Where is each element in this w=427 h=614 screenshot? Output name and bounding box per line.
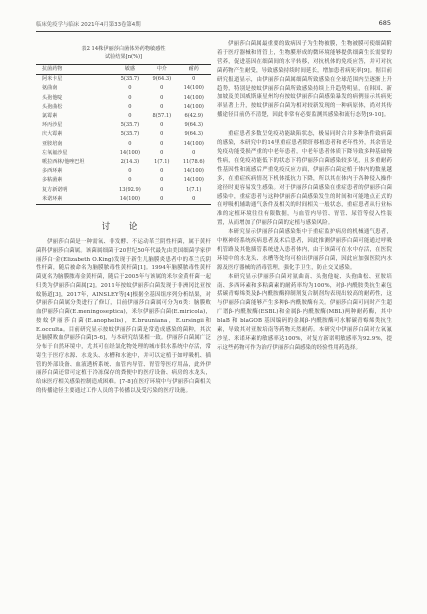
cell-drug: 阿米卡星 xyxy=(42,76,63,83)
cell-resistant: 14(100) xyxy=(183,177,204,184)
cell-drug: 环丙沙星 xyxy=(42,122,63,129)
body-paragraph: 重症患者多数呈免疫功能缺陷状态，极易同时合并多种条件致病菌的感染，本研究中的14里重症患者除肝移植患者和老年性外，其余皆是免疫功能受损严重的中老年患者，中老年患者体质下降导致多种基础慢性病，在免疫功能低下的状态下将伊丽莎白菌感染较多见，且多重耐药性基因性和流感后严重免疫反应方面，伊丽莎白菌定植于体内的数量越多，在重症疾病情况下机体抵抗力下降，所以其在体内于各种侵入操作途径时更容易发生感染。对于伊丽莎白菌感染在重症患者的伊丽莎白菌感染中，重症患者与这种伊丽莎白菌感染发生的时间和可能地点正式的在呼吸机辅助通气条件及相关的时间相关一般状态，重症患者从行业标准的定植环境往往有限数据，与血管内导管、胃管、尿管等侵入性装置，从而增加了伊丽莎白菌的定植与感染风险。 xyxy=(217,131,392,227)
cell-drug: 多西环素 xyxy=(42,168,63,175)
cell-drug: 左氧氟沙星 xyxy=(42,149,68,156)
cell-resistant: 0 xyxy=(192,195,196,202)
running-head: 临床免疫学与临床 2021年4月第33卷第4期 xyxy=(36,22,141,28)
cell-drug: 米诺环素 xyxy=(42,195,63,202)
cell-intermediate: 0 xyxy=(160,94,164,101)
body-paragraph: 本研究显示伊丽莎白菌对氨曲南、头孢他啶、头孢曲松、亚胺培南、多西环素和多粘菌素的耐药率均为100%，对β-内酰胺类抗生素包括碳青霉烯类及β-内酰胺酶抑制剂复合制剂均表现出较高的耐药性，这与伊丽莎白菌能够产生多种β-内酰胺酶有关。伊丽莎白菌可同时产生超广谱β-内酰胺酶(ESBL)和金属β-内酰胺酶(MBL)两种耐药酶，其中 blaB 和 blaGOB 基因编码的金属β-内酰胺酶可水解碳青霉烯类抗生素，导致其对亚胺培南等药物天然耐药。本研究中伊丽莎白菌对左氧氟沙星、米诺环素的敏感率达100%，对复方新诺明敏感率为92.9%，提示这些药物可作为治疗伊丽莎白菌感染的经验性用药选择。 xyxy=(217,273,392,351)
right-column xyxy=(217,40,392,353)
col-header-sensitive: 敏感 xyxy=(124,66,135,72)
left-column xyxy=(36,40,211,396)
cell-resistant: 9(64.3) xyxy=(184,131,204,138)
cell-resistant: 14(100) xyxy=(183,168,204,175)
cell-drug: 头孢他啶 xyxy=(42,94,63,101)
table-row xyxy=(36,167,211,176)
header-rule xyxy=(36,31,391,32)
cell-drug: 氨曲南 xyxy=(42,85,58,92)
cell-intermediate: 9(64.3) xyxy=(152,76,172,83)
table-row xyxy=(36,75,211,85)
table-row xyxy=(36,149,211,158)
cell-resistant: 0 xyxy=(192,149,196,156)
table-row xyxy=(36,140,211,149)
body-paragraph: 本研究显示伊丽莎白菌感染集中于重症监护病房的机械通气患者，中枢神经系统疾病患者及术后患者，因此推测伊丽莎白菌可能通过呼吸机管路及其他插管系统进入患者体内，由于该菌可在水中存活，在医院环境中的水龙头、水槽等处均可检出伊丽莎白菌，因此应加强医院内水源及医疗器械的消毒管理，强化手卫生，防止交叉感染。 xyxy=(217,229,392,271)
table-row xyxy=(36,176,211,185)
cell-intermediate: 0 xyxy=(160,177,164,184)
col-header-drug: 抗菌药物 xyxy=(42,66,63,72)
cell-sensitive: 13(92.9) xyxy=(118,186,141,193)
cell-resistant: 14(100) xyxy=(183,94,204,101)
cell-resistant: 9(64.3) xyxy=(184,122,204,129)
cell-sensitive: 5(35.7) xyxy=(120,131,140,138)
table-title: 表2 14株伊丽莎白菌体外药物敏感性 xyxy=(81,46,166,52)
susceptibility-table xyxy=(36,64,211,205)
cell-sensitive: 2(14.3) xyxy=(120,159,140,166)
cell-intermediate: 8(57.1) xyxy=(152,113,172,120)
table-subtitle: 试验结果[n(%)] xyxy=(104,54,143,60)
cell-sensitive: 0 xyxy=(128,140,132,147)
section-title-discussion: 讨 论 xyxy=(101,222,146,233)
cell-intermediate: 1(7.1) xyxy=(154,159,170,166)
table-row xyxy=(36,130,211,139)
table-row xyxy=(36,186,211,195)
cell-intermediate: 0 xyxy=(160,85,164,92)
table-row xyxy=(36,103,211,112)
cell-sensitive: 0 xyxy=(128,168,132,175)
cell-intermediate: 0 xyxy=(160,131,164,138)
cell-drug: 亚胺培南 xyxy=(42,140,63,147)
cell-sensitive: 0 xyxy=(128,113,132,120)
cell-resistant: 1(7.1) xyxy=(186,186,202,193)
cell-drug: 多粘菌素 xyxy=(42,177,63,184)
page-number: 685 xyxy=(378,19,391,27)
cell-sensitive: 5(35.7) xyxy=(120,76,140,83)
table-body xyxy=(36,75,211,205)
cell-drug: 庆大霉素 xyxy=(42,131,63,138)
cell-intermediate: 0 xyxy=(160,122,164,129)
cell-drug: 哌拉西林/他唑巴坦 xyxy=(42,159,85,166)
cell-intermediate: 0 xyxy=(160,168,164,175)
cell-drug: 氯霉素 xyxy=(42,113,58,120)
cell-intermediate: 0 xyxy=(160,103,164,110)
cell-sensitive: 14(100) xyxy=(119,195,140,202)
table-row xyxy=(36,112,211,121)
table-row xyxy=(36,121,211,130)
cell-resistant: 6(42.9) xyxy=(184,113,204,120)
cell-resistant: 14(100) xyxy=(183,103,204,110)
cell-sensitive: 0 xyxy=(128,94,132,101)
body-paragraph: 伊丽莎白菌属最重要的致病因子为生物被膜，生物被膜可使细菌附着于医疗器械和胃管上，生物膜形成的微环境能够提供细菌生长需要的营养，促进基因在细菌间的水平转移，对抗机体的免疫应答，并可对抗菌药物产生耐受，导致感染持续时间延长，增加患者病死率[9]。据目前研究报道显示，由伊丽莎白菌属细菌所致感染在全球范围内呈逐渐上升趋势，特别是按蚊伊丽莎白菌所致感染持续上升趋势明显，在韩国、新加坡及美国威斯康星州均有按蚊伊丽莎白菌感染暴发的病例显示其病死率显著上升，按蚊伊丽莎白菌为相对较新发现的一种病原体，尚对其传播途径目前仍不清楚，因此非常有必要监测其感染和流行态势[9-10]。 xyxy=(217,41,392,119)
cell-drug: 头孢曲松 xyxy=(42,103,63,110)
cell-sensitive: 5(35.7) xyxy=(120,122,140,129)
cell-resistant: 14(100) xyxy=(183,85,204,92)
cell-intermediate: 0 xyxy=(160,149,164,156)
body-paragraph: 伊丽莎白菌是一种需氧、非发酵、不运动革兰阴性杆菌，属于黄杆菌科伊丽莎白菌属。该菌属细菌于20世纪50年代最先由美国细菌学家伊丽莎白·金(Elizabeth O.King)发现于新生儿脑膜炎患者中的革兰氏阴性杆菌，随后被命名为脑膜脓毒性黄杆菌[1]。1994年脑膜脓毒性黄杆菌更名为脑膜脓毒金黄杆菌，随后于2005年与该属的米尔金黄杆菌一起归类为伊丽莎白菌属[2]。2011年按蚊伊丽莎白菌发现于非洲冈比亚按蚊肠道[3]，2017年，AINSLEY等[4]根据全基因组序列分析结果，对伊丽莎白菌属分类进行了修订，目前伊丽莎白菌属可分为6类：脑膜败血伊丽莎白菌(E.meningoseptica)，米尔伊丽莎白菌(E.miricola)，按蚊伊丽莎白菌(E.anophelis)，E.bruuniana，E.ursingii和E.occulta。目前研究显示按蚊伊丽莎白菌是常造成感染的菌种，其次是脑膜败血伊丽莎白菌[5-6]，与本研究结果相一致。伊丽莎白菌属广泛分布于自然环境中，尤其可在经氯化物处理的城市供水系统中存活，常寄生于医疗水源、水龙头、水槽和水池中，并可以定植于如呼吸机、插管的外部设备、血液透析系统、血管内导管、胃管等医疗用品，此外伊丽莎白菌还常可定植于冷冻保存的粪便中的医疗设备、病房的水龙头，给床医疗相关感染控制造成困难。[7-8]在医疗环境中与伊丽莎白菌相关的传播途径主要通过工作人员的手传播以及受污染的医疗设施。 xyxy=(36,239,211,394)
cell-sensitive: 0 xyxy=(128,177,132,184)
cell-intermediate: 0 xyxy=(160,140,164,147)
cell-sensitive: 14(100) xyxy=(119,149,140,156)
table-row xyxy=(36,94,211,103)
table-row xyxy=(36,84,211,93)
cell-resistant: 14(100) xyxy=(183,140,204,147)
cell-sensitive: 0 xyxy=(128,103,132,110)
cell-sensitive: 0 xyxy=(128,85,132,92)
col-header-resistant: 耐药 xyxy=(188,66,199,72)
cell-resistant: 11(78.6) xyxy=(182,159,205,166)
cell-intermediate: 0 xyxy=(160,186,164,193)
table-row xyxy=(36,158,211,167)
col-header-intermediate: 中介 xyxy=(156,66,167,72)
cell-intermediate: 0 xyxy=(160,195,164,202)
table-header-row xyxy=(36,65,211,75)
cell-drug: 复方新诺明 xyxy=(42,186,68,193)
cell-resistant: 0 xyxy=(192,76,196,83)
table-row xyxy=(36,195,211,205)
